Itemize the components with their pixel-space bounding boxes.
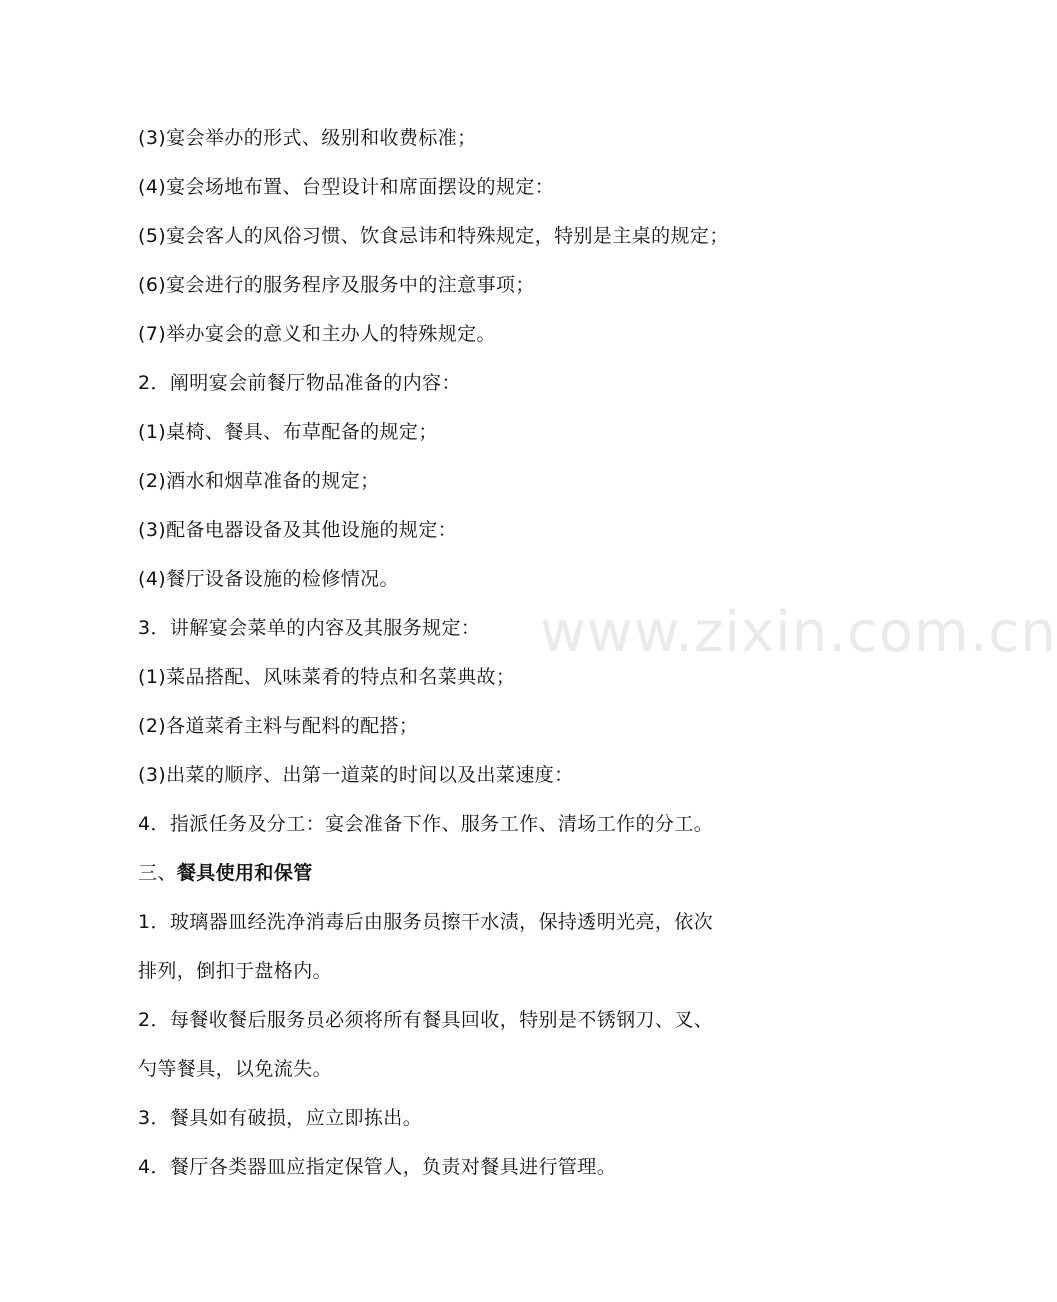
text-line: 4．餐厅各类器皿应指定保管人，负责对餐具进行管理。 (138, 1156, 617, 1178)
text-line: (2)酒水和烟草准备的规定； (138, 470, 380, 492)
text-line: 2．阐明宴会前餐厅物品准备的内容： (138, 372, 461, 394)
text-line: 4．指派任务及分工：宴会准备下作、服务工作、清场工作的分工。 (138, 813, 714, 835)
text-line: (4)宴会场地布置、台型设计和席面摆设的规定： (138, 176, 555, 198)
text-line: (6)宴会进行的服务程序及服务中的注意事项； (138, 274, 535, 296)
text-line: (1)菜品搭配、风味菜肴的特点和名菜典故； (138, 666, 516, 688)
document-body (138, 114, 788, 1192)
text-line: (2)各道菜肴主料与配料的配搭； (138, 715, 419, 737)
text-line: (1)桌椅、餐具、布草配备的规定； (138, 421, 438, 443)
section-heading (138, 849, 788, 898)
text-line: (4)餐厅设备设施的检修情况。 (138, 568, 399, 590)
section-number: 三、 (138, 862, 177, 884)
text-line: 1．玻璃器皿经洗净消毒后由服务员擦干水渍，保持透明光亮，依次 (138, 911, 714, 933)
text-line: 3．餐具如有破损，应立即拣出。 (138, 1107, 423, 1129)
section-title: 餐具使用和保管 (176, 862, 313, 884)
text-line: 勺等餐具，以免流失。 (138, 1058, 333, 1080)
text-line: (3)配备电器设备及其他设施的规定： (138, 519, 458, 541)
text-line: (3)出菜的顺序、出第一道菜的时间以及出菜速度： (138, 764, 574, 786)
text-line: (3)宴会举办的形式、级别和收费标准； (138, 127, 477, 149)
text-line: 3．讲解宴会菜单的内容及其服务规定： (138, 617, 481, 639)
watermark: www.zixin.com.cn (540, 600, 1057, 665)
text-line: 排列，倒扣于盘格内。 (138, 960, 333, 982)
text-line: (5)宴会客人的风俗习惯、饮食忌讳和特殊规定，特别是主桌的规定； (138, 225, 729, 247)
text-line: 2．每餐收餐后服务员必须将所有餐具回收，特别是不锈钢刀、叉、 (138, 1009, 714, 1031)
text-line: (7)举办宴会的意义和主办人的特殊规定。 (138, 323, 496, 345)
